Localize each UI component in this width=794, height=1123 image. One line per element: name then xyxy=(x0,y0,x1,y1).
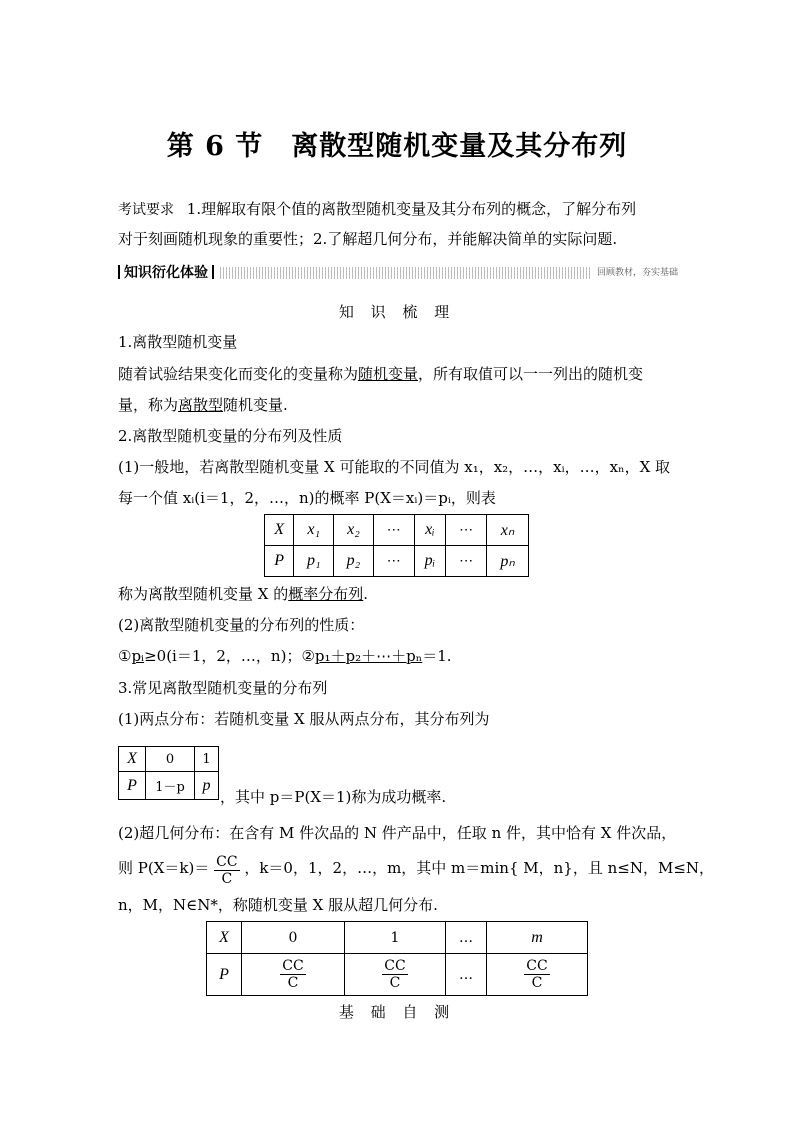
table-cell: 1 xyxy=(345,922,446,954)
table-cell: 1－p xyxy=(146,772,195,800)
requirements-text-1: 1.理解取有限个值的离散型随机变量及其分布列的概念，了解分布列 xyxy=(186,200,637,218)
table-cell xyxy=(487,954,588,996)
table-row xyxy=(207,922,588,954)
s1-heading: 1.离散型随机变量 xyxy=(118,333,238,351)
s1-line2: 量，称为离散型随机变量. xyxy=(118,396,288,414)
s2-line3: 称为离散型随机变量 X 的概率分布列. xyxy=(118,585,369,603)
section-banner xyxy=(118,264,678,282)
table-cell: … xyxy=(446,922,487,954)
table-cell xyxy=(345,954,446,996)
exam-requirements-line1 xyxy=(118,199,636,220)
table-cell: P xyxy=(207,954,242,996)
property-nonnegative: pᵢ xyxy=(131,647,145,665)
s2-line5: ①pᵢ≥0(i＝1，2，…，n)；②p₁＋p₂＋⋯＋pₙ＝1. xyxy=(118,647,452,665)
table-cell: X xyxy=(119,747,146,772)
s1-line1: 随着试验结果变化而变化的变量称为随机变量，所有取值可以一一列出的随机变 xyxy=(118,365,644,383)
table-cell xyxy=(242,954,345,996)
table-cell: 1 xyxy=(195,747,219,772)
hypergeometric-table xyxy=(206,921,588,996)
hypergeometric-fraction: $\frac{CC}{C}$ xyxy=(216,854,238,887)
page-title: 第 6 节 离散型随机变量及其分布列 xyxy=(166,131,628,162)
table-row xyxy=(265,546,529,577)
table-cell: … xyxy=(446,954,487,996)
table-row xyxy=(119,772,219,800)
two-point-table xyxy=(118,746,219,800)
s2-heading: 2.离散型随机变量的分布列及性质 xyxy=(118,427,343,445)
table-fraction: $\frac{CC}{C}$ xyxy=(282,958,304,991)
table-row xyxy=(265,515,529,546)
exam-requirements-line2: 对于刻画随机现象的重要性；2.了解超几何分布，并能解决简单的实际问题. xyxy=(118,230,618,248)
basic-self-test-heading: 基 础 自 测 xyxy=(338,1003,456,1021)
s3-line5: n，M，N∈N*，称随机变量 X 服从超几何分布. xyxy=(118,896,438,914)
table-cell: ⋯ xyxy=(373,546,414,577)
table-row xyxy=(119,747,219,772)
table-cell: pᵢ xyxy=(414,546,445,577)
s2-line2: 每一个值 xᵢ(i＝1，2，…，n)的概率 P(X＝xᵢ)＝pᵢ，则表 xyxy=(118,489,496,507)
property-sum: p₁＋p₂＋⋯＋pₙ xyxy=(314,647,423,665)
s2-line1: (1)一般地，若离散型随机变量 X 可能取的不同值为 x₁，x₂，…，xᵢ，…，xₙ，X 取 xyxy=(118,458,671,476)
table-cell: p₂ xyxy=(334,546,374,577)
table-cell: x₁ xyxy=(294,515,334,546)
table-cell: 0 xyxy=(146,747,195,772)
s3-line1: (1)两点分布：若随机变量 X 服从两点分布，其分布列为 xyxy=(118,710,490,728)
table-cell: p₁ xyxy=(294,546,334,577)
s3-line2: ，其中 p＝P(X＝1)称为成功概率. xyxy=(220,788,447,806)
table-cell: X xyxy=(207,922,242,954)
table-cell: pₙ xyxy=(487,546,529,577)
term-probability-distribution: 概率分布列 xyxy=(288,585,364,603)
s3-line4: 则 P(X＝k)＝ $\frac{CC}{C}$ ，k＝0，1，2，…，m，其中 m＝min{ M，n}，且 n≤N，M≤N， xyxy=(118,854,715,887)
table-cell: m xyxy=(487,922,588,954)
table-fraction: $\frac{CC}{C}$ xyxy=(526,958,548,991)
table-cell: p xyxy=(195,772,219,800)
banner-right-label: 回顾教材，夯实基础 xyxy=(591,266,678,280)
table-cell: xₙ xyxy=(487,515,529,546)
table-fraction: $\frac{CC}{C}$ xyxy=(384,958,406,991)
table-cell: ⋯ xyxy=(446,515,487,546)
table-cell: 0 xyxy=(242,922,345,954)
banner-left-label: 知识衍化体验 xyxy=(118,264,220,282)
s3-line3: (2)超几何分布：在含有 M 件次品的 N 件产品中，任取 n 件，其中恰有 X 件次品， xyxy=(118,824,677,842)
table-cell: xᵢ xyxy=(414,515,445,546)
term-random-variable: 随机变量 xyxy=(358,365,419,383)
s3-heading: 3.常见离散型随机变量的分布列 xyxy=(118,679,328,697)
distribution-table xyxy=(264,514,529,577)
table-cell: ⋯ xyxy=(373,515,414,546)
term-discrete: 离散型 xyxy=(178,396,224,414)
requirements-label: 考试要求 xyxy=(118,202,174,218)
table-cell: P xyxy=(119,772,146,800)
table-cell: ⋯ xyxy=(446,546,487,577)
table-cell: X xyxy=(265,515,294,546)
table-row xyxy=(207,954,588,996)
table-cell: P xyxy=(265,546,294,577)
table-cell: x₂ xyxy=(334,515,374,546)
s2-line4: (2)离散型随机变量的分布列的性质： xyxy=(118,616,365,634)
knowledge-heading: 知 识 梳 理 xyxy=(338,303,456,321)
